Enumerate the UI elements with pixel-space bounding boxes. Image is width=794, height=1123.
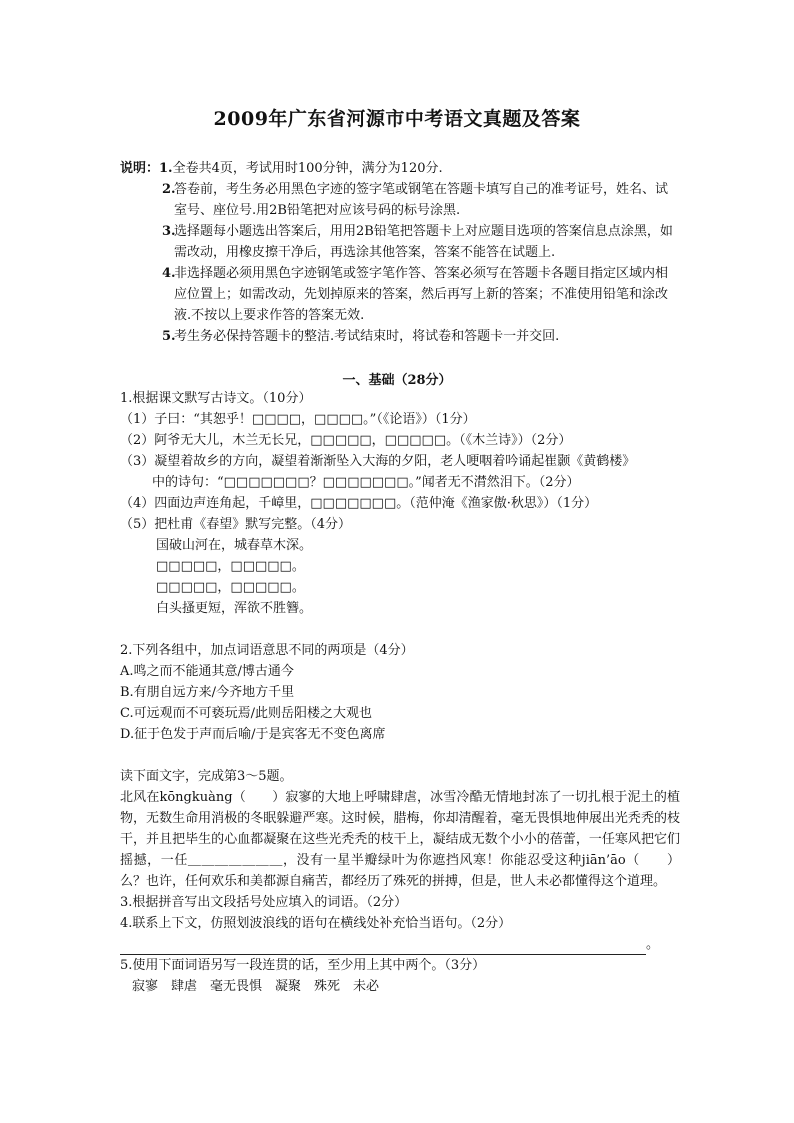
section-heading: 一、基础（28分） xyxy=(342,373,452,388)
answer-line-end: 。 xyxy=(646,937,660,952)
question-stem: 5.使用下面词语另写一段连贯的话，至少用上其中两个。（3分） xyxy=(120,958,486,973)
instruction-text: 非选择题必须用黑色字迹钢笔或签字笔作答、答案必须写在答题卡各题目指定区域内相应位置上；如需改动，先划掉原来的答案，然后再写上新的答案；不准使用铅笔和涂改液.不按以上要求作答的答案无效. xyxy=(174,266,669,323)
option-b: B.有朋自远方来/今齐地方千里 xyxy=(120,685,295,700)
instruction-item xyxy=(120,326,680,347)
option-c: C.可远观而不可亵玩焉/此则岳阳楼之大观也 xyxy=(120,706,372,721)
instructions xyxy=(120,158,680,347)
instruction-item xyxy=(120,221,680,263)
question-part: （2）阿爷无大儿，木兰无长兄，□□□□□，□□□□□。（《木兰诗》）（2分） xyxy=(120,433,572,448)
answer-rule xyxy=(120,940,646,955)
instruction-item xyxy=(120,263,680,326)
instruction-text: 答卷前，考生务必用黑色字迹的签字笔或钢笔在答题卡填写自己的准考证号，姓名、试室号、座位号.用2B铅笔把对应该号码的标号涂黑. xyxy=(174,182,669,218)
answer-line xyxy=(120,934,680,955)
question-part: （5）把杜甫《春望》默写完整。（4分） xyxy=(120,517,352,532)
instructions-head: 说明： xyxy=(120,161,160,176)
instruction-number: 5. xyxy=(162,329,176,344)
questions xyxy=(120,388,680,997)
poem-line: □□□□□，□□□□□。 xyxy=(156,580,305,595)
question-part: （1）子曰：“其恕乎！□□□□，□□□□。”（《论语》）（1分） xyxy=(120,412,476,427)
question-part: 中的诗句：“□□□□□□□？□□□□□□□。”闻者无不潸然泪下。（2分） xyxy=(152,475,580,490)
reading-intro: 读下面文字，完成第3～5题。 xyxy=(120,769,293,784)
instruction-number: 1. xyxy=(159,161,173,176)
instruction-number: 2. xyxy=(162,182,176,197)
reading-passage: 北风在kōngkuàng（ ）寂寥的大地上呼啸肆虐，冰雪冷酷无情地封冻了一切扎根于泥土的植物，无数生命用消极的冬眠躲避严寒。这时候，腊梅，你却清醒着，毫无畏惧地伸展出光秃秃的枝干，并且把毕生的心血都凝聚在这些光秃秃的枝干上，凝结成无数个小小的蓓蕾，一任寒风把它们摇撼，一任＿＿＿＿＿＿＿，没有一星半瓣绿叶为你遮挡风寒！你能忍受这种jiān’āo（ ）么？也许，任何欢乐和美都源自痛苦，都经历了殊死的拼搏，但是，世人未必都懂得这个道理。 xyxy=(120,790,680,889)
word-list: 寂寥 肆虐 毫无畏惧 凝聚 殊死 未必 xyxy=(132,979,380,994)
instruction-text: 考生务必保持答题卡的整洁.考试结束时，将试卷和答题卡一并交回. xyxy=(174,329,560,344)
question-stem: 3.根据拼音写出文段括号处应填入的词语。（2分） xyxy=(120,895,408,910)
poem-line: □□□□□，□□□□□。 xyxy=(156,559,305,574)
question-part: （3）凝望着故乡的方向，凝望着渐渐坠入大海的夕阳，老人哽咽着吟诵起崔颢《黄鹤楼》 xyxy=(120,454,636,469)
question-stem: 4.联系上下文，仿照划波浪线的语句在横线处补充恰当语句。（2分） xyxy=(120,916,512,931)
poem-line: 国破山河在，城春草木深。 xyxy=(156,538,313,553)
question-part: （4）四面边声连角起，千嶂里，□□□□□□□。（范仲淹《渔家傲·秋思》）（1分） xyxy=(120,496,598,511)
instruction-text: 选择题每小题选出答案后，用用2B铅笔把答题卡上对应题目选项的答案信息点涂黑，如需改动，用橡皮擦干净后，再选涂其他答案，答案不能答在试题上. xyxy=(174,224,673,260)
instruction-number: 4. xyxy=(162,266,176,281)
instruction-number: 3. xyxy=(162,224,176,239)
instruction-item xyxy=(120,158,680,179)
question-stem: 1.根据课文默写古诗文。（10分） xyxy=(120,391,312,406)
question-stem: 2.下列各组中，加点词语意思不同的两项是（4分） xyxy=(120,643,414,658)
instruction-item xyxy=(120,179,680,221)
instruction-text: 全卷共4页，考试用时100分钟，满分为120分. xyxy=(172,161,443,176)
poem-line: 白头搔更短，浑欲不胜簪。 xyxy=(156,601,313,616)
page-title: 2009年广东省河源市中考语文真题及答案 xyxy=(213,108,581,130)
option-a: A.鸣之而不能通其意/博古通今 xyxy=(120,664,294,679)
option-d: D.征于色发于声而后喻/于是宾客无不变色离席 xyxy=(120,727,386,742)
